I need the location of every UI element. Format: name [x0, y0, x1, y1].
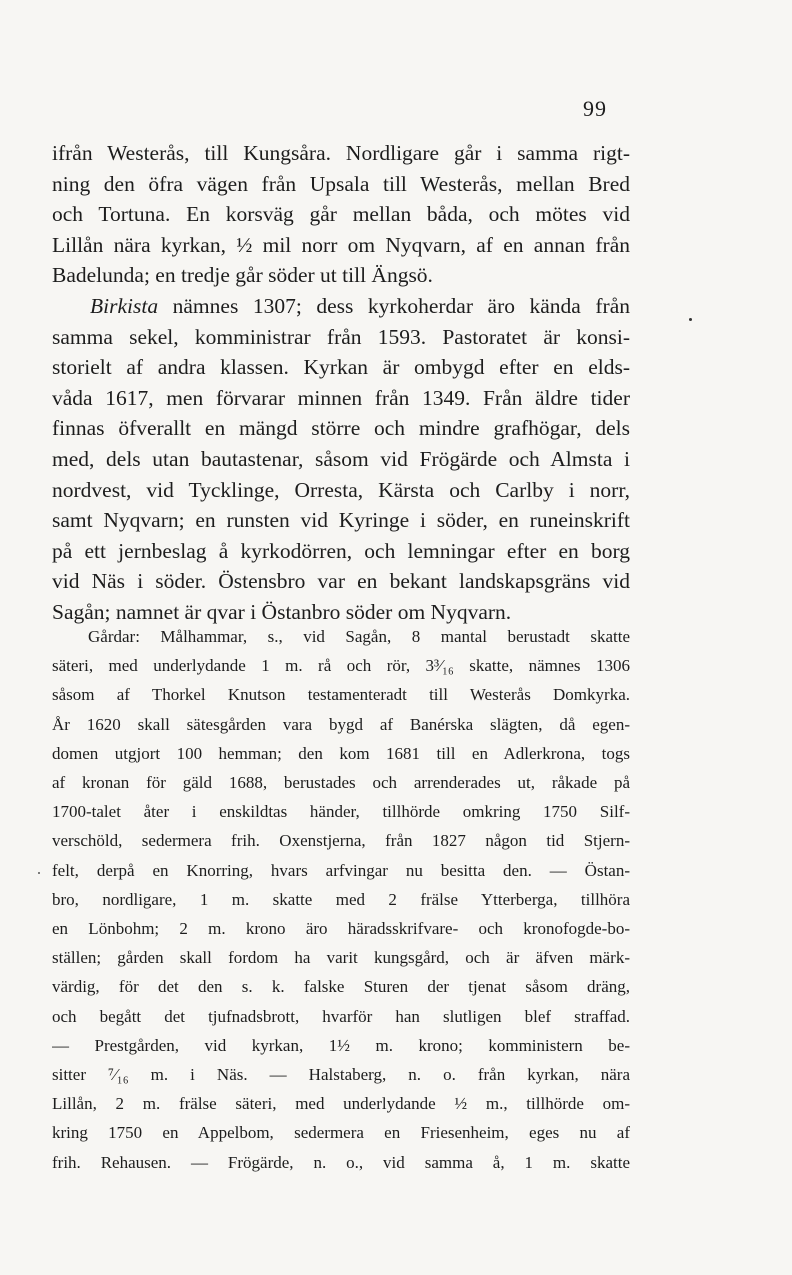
small-text-line: en Lönbohm; 2 m. krono äro häradsskrifvare- och kronofogde-bo-	[52, 919, 630, 939]
place-name-birkista: Birkista	[90, 293, 159, 318]
text-line: Lillån nära kyrkan, ½ mil norr om Nyqvarn, af en annan från	[52, 232, 630, 257]
text-line: med, dels utan bautastenar, såsom vid Frögärde och Almsta i	[52, 446, 630, 471]
small-text-line: värdig, för det den s. k. falske Sturen der tjenat såsom dräng,	[52, 977, 630, 997]
text-line: samt Nyqvarn; en runsten vid Kyringe i söder, en runeinskrift	[52, 508, 630, 533]
small-text-line: af kronan för gäld 1688, berustades och arrenderades ut, råkade på	[52, 773, 630, 793]
small-text-line: Gårdar: Målhammar, s., vid Sagån, 8 mantal berustadt skatte	[88, 627, 630, 646]
text-line: Badelunda; en tredje går söder ut till Ängsö.	[52, 263, 433, 288]
small-text-line: Lillån, 2 m. frälse säteri, med underlydande ½ m., tillhörde om-	[52, 1094, 630, 1114]
small-text-line: verschöld, sedermera frih. Oxenstjerna, från 1827 någon tid Stjern-	[52, 831, 630, 851]
text-line: ifrån Westerås, till Kungsåra. Nordligare går i samma rigt-	[52, 141, 630, 165]
small-text-line: bro, nordligare, 1 m. skatte med 2 frälse Ytterberga, tillhöra	[52, 889, 630, 909]
small-text-line: 1700-talet åter i enskildtas händer, tillhörde omkring 1750 Silf-	[52, 802, 630, 822]
small-text-line: frih. Rehausen. — Frögärde, n. o., vid samma å, 1 m. skatte	[52, 1152, 630, 1172]
text-line: finnas öfverallt en mängd större och mindre grafhögar, dels	[52, 416, 630, 441]
text-line: på ett jernbeslag å kyrkodörren, och lemningar efter en borg	[52, 538, 630, 563]
text-line: storielt af andra klassen. Kyrkan är ombygd efter en elds-	[52, 355, 630, 380]
margin-mark	[38, 872, 40, 874]
page-number: 99	[583, 96, 607, 121]
farms-section	[52, 622, 630, 1177]
small-text-line: såsom af Thorkel Knutson testamenteradt till Westerås Domkyrka.	[52, 685, 630, 705]
text-line: våda 1617, men förvarar minnen från 1349. Från äldre tider	[52, 385, 630, 410]
small-text-line: och begått det tjufnadsbrott, hvarför han slutligen blef straffad.	[52, 1006, 630, 1026]
main-text	[52, 138, 630, 628]
margin-mark	[689, 318, 692, 321]
small-text-line: domen utgjort 100 hemman; den kom 1681 till en Adlerkrona, togs	[52, 743, 630, 763]
small-text-line: kring 1750 en Appelbom, sedermera en Friesenheim, eges nu af	[52, 1123, 630, 1143]
small-text-line: ställen; gården skall fordom ha varit kungsgård, och är äfven märk-	[52, 948, 630, 968]
text-line: och Tortuna. En korsväg går mellan båda, och mötes vid	[52, 202, 630, 227]
text-line: Sagån; namnet är qvar i Östanbro söder om Nyqvarn.	[52, 599, 512, 624]
text-line: ning den öfra vägen från Upsala till Westerås, mellan Bred	[52, 171, 630, 196]
small-text-line: säteri, med underlydande 1 m. rå och rör, 3³⁄₁₆ skatte, nämnes 1306	[52, 656, 630, 676]
small-text-line: felt, derpå en Knorring, hvars arfvingar nu besitta den. — Östan-	[52, 860, 630, 880]
text-line: samma sekel, komministrar från 1593. Pastoratet är konsi-	[52, 324, 630, 349]
small-text-line: År 1620 skall sätesgården vara bygd af Banérska slägten, då egen-	[52, 714, 630, 734]
text-line-rest: nämnes 1307; dess kyrkoherdar äro kända från	[158, 293, 630, 318]
text-line-birkista	[52, 291, 630, 322]
text-line: vid Näs i söder. Östensbro var en bekant landskapsgräns vid	[52, 569, 630, 594]
text-line: nordvest, vid Tycklinge, Orresta, Kärsta och Carlby i norr,	[52, 477, 630, 502]
small-text-line: sitter ⁷⁄₁₆ m. i Näs. — Halstaberg, n. o. från kyrkan, nära	[52, 1065, 630, 1085]
small-text-line: — Prestgården, vid kyrkan, 1½ m. krono; komministern be-	[52, 1035, 630, 1055]
